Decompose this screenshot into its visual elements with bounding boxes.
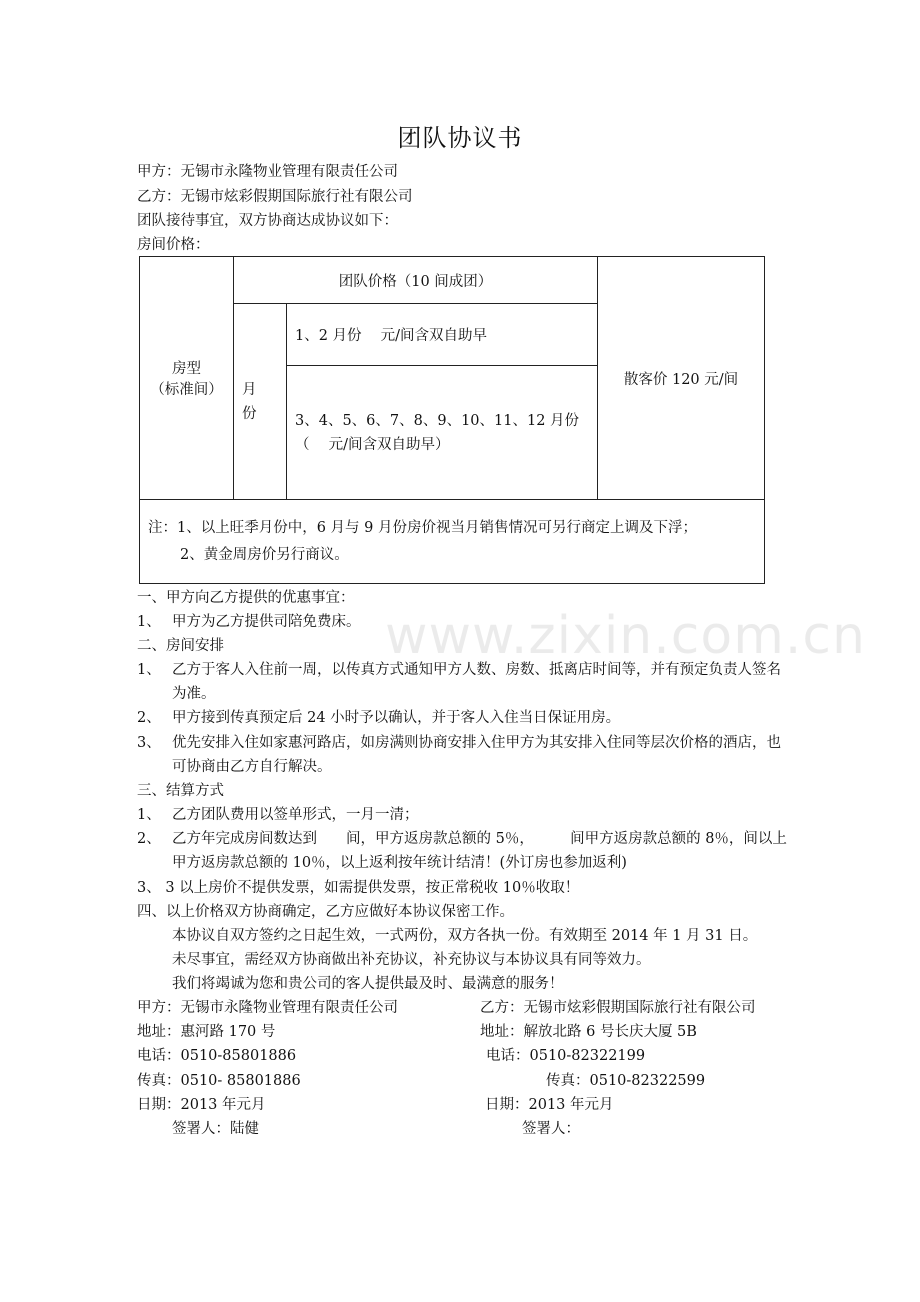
s2-item-2-text: 甲方接到传真预定后 24 小时予以确认，并于客人入住当日保证用房。 xyxy=(172,710,621,726)
s3-item-2-text: 乙方年完成房间数达到 间，甲方返房款总额的 5％， 间甲方返房款总额的 8％，间以上甲方返房款总额的 10％，以上返利按年统计结清！(外订房也参加返利) xyxy=(172,831,787,871)
month-label-cell xyxy=(234,304,287,500)
party-a-address: 地址：惠河路 170 号 xyxy=(137,1024,276,1040)
table-note-cell xyxy=(140,500,765,584)
s2-item-3-number: 3、 xyxy=(137,735,161,751)
watermark: www.zixin.com.cn xyxy=(385,606,866,666)
party-a-signer: 签署人：陆健 xyxy=(172,1121,259,1137)
s3-item-2-number: 2、 xyxy=(137,831,161,847)
price-row-value: （ 元/间含双自助早） xyxy=(295,436,450,453)
party-b-line: 乙方：无锡市炫彩假期国际旅行社有限公司 xyxy=(137,189,413,205)
s3-item-3: 3、 3 以上房价不提供发票，如需提供发票，按正常税收 10％收取！ xyxy=(137,880,580,896)
month-label-top: 月 xyxy=(242,381,257,398)
intro-line: 团队接待事宜，双方协商达成协议如下： xyxy=(137,213,398,229)
s3-item-1-number: 1、 xyxy=(137,807,161,823)
party-a-signature-name: 甲方：无锡市永隆物业管理有限责任公司 xyxy=(137,1000,398,1016)
s2-item-3-text: 优先安排入住如家惠河路店，如房满则协商安排入住甲方为其安排入住同等层次价格的酒店，也可协商由乙方自行解决。 xyxy=(172,735,781,775)
month-label-bottom: 份 xyxy=(242,405,257,422)
party-b-date: 日期：2013 年元月 xyxy=(485,1097,614,1113)
room-type-label: 房型 xyxy=(172,361,201,377)
price-table xyxy=(139,256,765,584)
section-1-title: 一、甲方向乙方提供的优惠事宜： xyxy=(137,590,355,606)
service-paragraph: 我们将竭诚为您和贵公司的客人提供最及时、最满意的服务！ xyxy=(172,976,564,992)
party-b-signer: 签署人： xyxy=(522,1121,580,1137)
note-line-2: 2、黄金周房价另行商议。 xyxy=(180,546,349,563)
s3-item-1-text: 乙方团队费用以签单形式，一月一清； xyxy=(172,807,419,823)
walkin-price-cell: 散客价 120 元/间 xyxy=(598,257,765,500)
party-a-date: 日期：2013 年元月 xyxy=(137,1097,266,1113)
document-title: 团队协议书 xyxy=(397,124,523,152)
s2-item-1-number: 1、 xyxy=(137,662,161,678)
s1-item-1-text: 甲方为乙方提供司陪免费床。 xyxy=(172,614,361,630)
group-price-header: 团队价格（10 间成团） xyxy=(234,257,598,304)
party-a-line: 甲方：无锡市永隆物业管理有限责任公司 xyxy=(137,164,398,180)
validity-paragraph: 本协议自双方签约之日起生效，一式两份，双方各执一份。有效期至 2014 年 1 月 31 日。 xyxy=(172,928,758,944)
price-row-jan-feb: 1、2 月份 元/间含双自助早 xyxy=(287,304,598,366)
room-type-cell xyxy=(140,257,234,500)
price-row-months: 3、4、5、6、7、8、9、10、11、12 月份 xyxy=(295,412,580,429)
party-b-phone: 电话：0510-82322199 xyxy=(486,1048,646,1064)
room-type-sub-label: （标准间） xyxy=(150,382,223,398)
party-b-address: 地址：解放北路 6 号长庆大厦 5B xyxy=(480,1024,697,1040)
section-3-title: 三、结算方式 xyxy=(137,783,224,799)
price-row-mar-dec xyxy=(287,366,598,500)
s1-item-1-number: 1、 xyxy=(137,614,161,630)
section-4-title: 四、以上价格双方协商确定，乙方应做好本协议保密工作。 xyxy=(137,904,514,920)
supplement-paragraph: 未尽事宜，需经双方协商做出补充协议，补充协议与本协议具有同等效力。 xyxy=(172,952,651,968)
party-a-phone: 电话：0510-85801886 xyxy=(137,1048,297,1064)
party-b-signature-name: 乙方：无锡市炫彩假期国际旅行社有限公司 xyxy=(480,1000,756,1016)
party-a-fax: 传真：0510- 85801886 xyxy=(137,1073,301,1089)
s2-item-2-number: 2、 xyxy=(137,710,161,726)
party-b-fax: 传真：0510-82322599 xyxy=(546,1073,706,1089)
section-2-title: 二、房间安排 xyxy=(137,638,224,654)
s2-item-1-text: 乙方于客人入住前一周，以传真方式通知甲方人数、房数、抵离店时间等，并有预定负责人签名为准。 xyxy=(172,662,781,702)
note-line-1: 注：1、以上旺季月份中，6 月与 9 月份房价视当月销售情况可另行商定上调及下浮； xyxy=(148,519,698,536)
price-label: 房间价格： xyxy=(137,237,210,253)
